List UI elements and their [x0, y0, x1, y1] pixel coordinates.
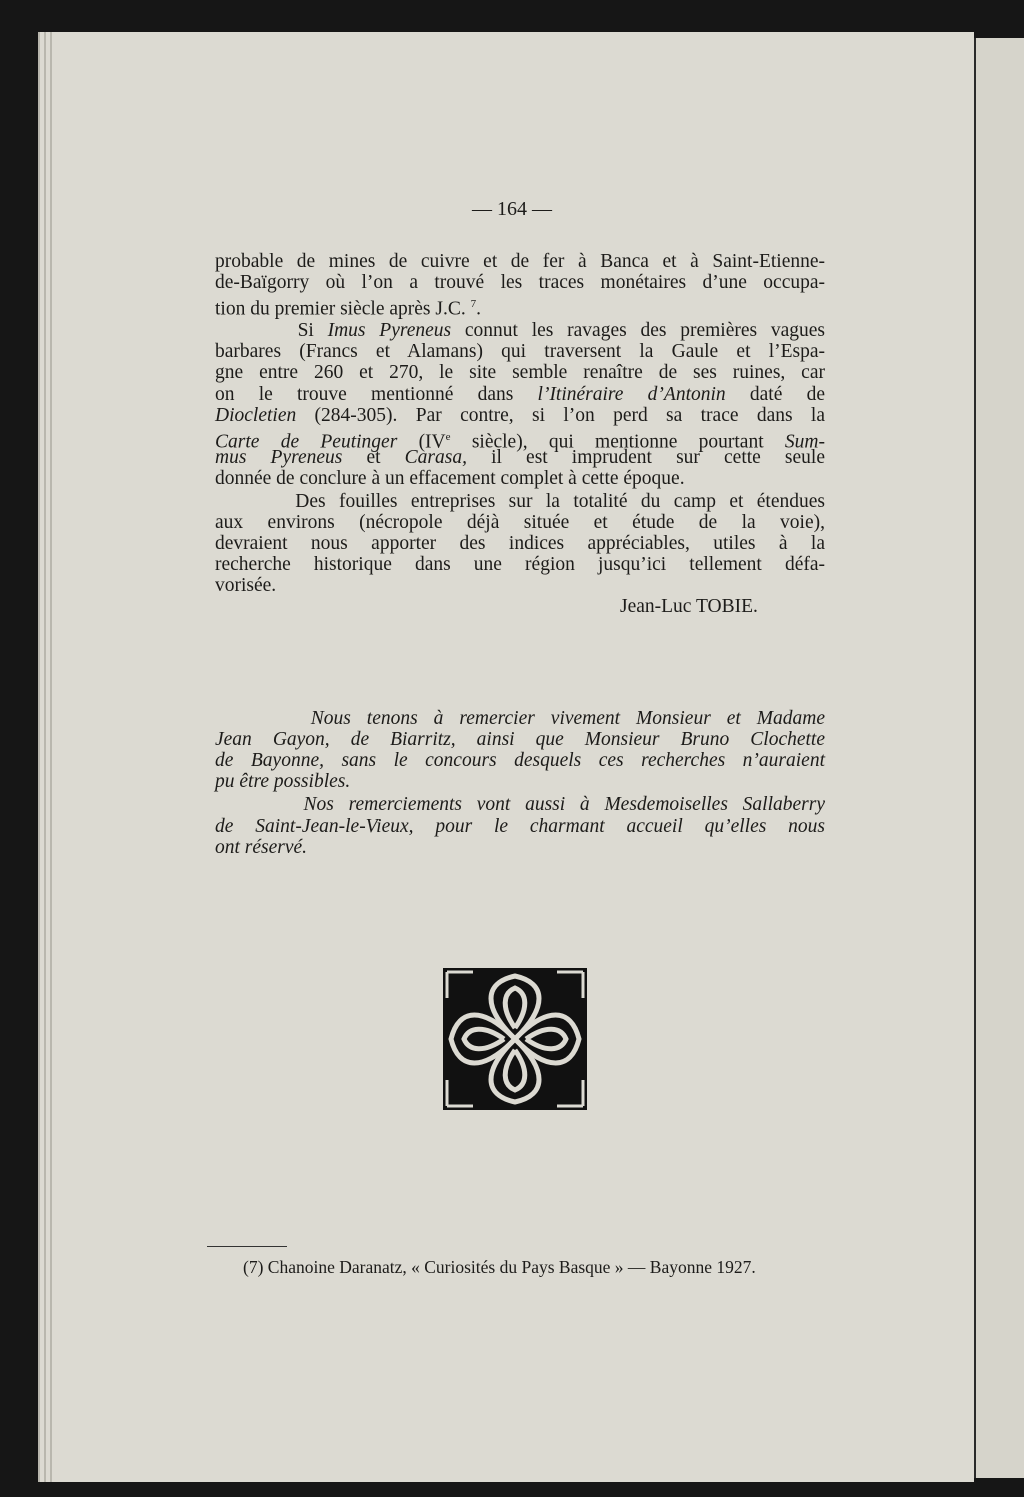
text-run: siècle), qui mentionne pourtant	[450, 431, 785, 453]
text-line	[215, 794, 825, 816]
superscript: e	[445, 431, 451, 443]
text-line	[215, 405, 825, 427]
italic-text: ont réservé.	[215, 837, 308, 858]
text-line	[215, 554, 825, 576]
text-line	[215, 816, 825, 838]
text-run: donnée de conclure à un effacement complet à cette époque.	[215, 468, 685, 489]
text-line	[215, 512, 825, 534]
text-run: aux environs (nécropole déjà située et étude de la voie),	[215, 512, 825, 533]
text-line	[215, 384, 825, 406]
italic-text: de Bayonne, sans le concours desquels ces recherches n’auraient	[215, 750, 825, 771]
next-page-edge	[974, 38, 1024, 1478]
superscript: 7	[470, 298, 477, 310]
text-run: .	[476, 298, 481, 320]
text-line	[215, 293, 825, 321]
page-number: — 164 —	[472, 198, 552, 220]
footnote-rule	[207, 1246, 287, 1247]
text-run: (284-305). Par contre, si l’on perd sa trace dans la	[296, 405, 825, 426]
text-line	[215, 708, 825, 730]
italic-text: Nos remerciements vont aussi à Mesdemoiselles Sallaberry	[215, 794, 825, 815]
footnote: (7) Chanoine Daranatz, « Curiosités du Pays Basque » — Bayonne 1927.	[243, 1257, 756, 1277]
italic-text: l’Itinéraire d’Antonin	[537, 384, 726, 405]
italic-text: Carasa,	[404, 447, 467, 468]
text-run: barbares (Francs et Alamans) qui traversent la Gaule et l’Espa-	[215, 341, 825, 362]
text-run: probable de mines de cuivre et de fer à Banca et à Saint-Etienne-	[215, 251, 825, 272]
italic-text: Imus Pyreneus	[327, 320, 452, 341]
text-line	[215, 362, 825, 384]
text-run: Si	[215, 320, 328, 341]
text-line	[215, 491, 825, 513]
text-run: il est imprudent sur cette seule	[466, 447, 825, 468]
text-run: (IV	[397, 431, 446, 453]
italic-text: Diocletien	[215, 405, 297, 426]
text-line	[215, 320, 825, 342]
italic-text: Carte de Peutinger	[215, 431, 398, 453]
text-run: connut les ravages des premières vagues	[451, 320, 825, 341]
text-run: gne entre 260 et 270, le site semble renaître de ses ruines, car	[215, 362, 825, 383]
text-run: de-Baïgorry où l’on a trouvé les traces monétaires d’une occupa-	[215, 272, 825, 293]
italic-text: mus Pyreneus	[215, 447, 343, 468]
text-line	[215, 468, 825, 490]
italic-text: de Saint-Jean-le-Vieux, pour le charmant accueil qu’elles nous	[215, 816, 825, 837]
page-edge	[44, 32, 46, 1482]
ornament-vignette	[443, 968, 587, 1110]
text-line	[215, 729, 825, 751]
text-line	[215, 837, 825, 859]
text-run: tion du premier siècle après J.C.	[215, 298, 471, 320]
italic-text: Sum-	[784, 431, 825, 453]
text-run: on le trouve mentionné dans	[215, 384, 538, 405]
text-run: recherche historique dans une région jusqu’ici tellement défa-	[215, 554, 825, 575]
author-signature: Jean-Luc TOBIE.	[620, 596, 758, 617]
italic-text: Nous tenons à remercier vivement Monsieur et Madame	[215, 708, 825, 729]
text-line	[215, 341, 825, 363]
text-line	[215, 575, 825, 597]
text-line	[215, 272, 825, 294]
text-line	[215, 533, 825, 555]
text-run: devraient nous apporter des indices appréciables, utiles à la	[215, 533, 825, 554]
text-run: daté de	[725, 384, 825, 405]
text-run: et	[342, 447, 405, 468]
text-line	[215, 750, 825, 772]
text-run: Des fouilles entreprises sur la totalité du camp et étendues	[215, 491, 825, 512]
text-run: vorisée.	[215, 575, 277, 596]
italic-text: Jean Gayon, de Biarritz, ainsi que Monsieur Bruno Clochette	[215, 729, 825, 750]
page-edge	[50, 32, 52, 1482]
text-line	[215, 771, 825, 793]
page-edge	[38, 32, 40, 1482]
text-line	[215, 251, 825, 273]
text-line	[215, 447, 825, 469]
italic-text: pu être possibles.	[215, 771, 351, 792]
